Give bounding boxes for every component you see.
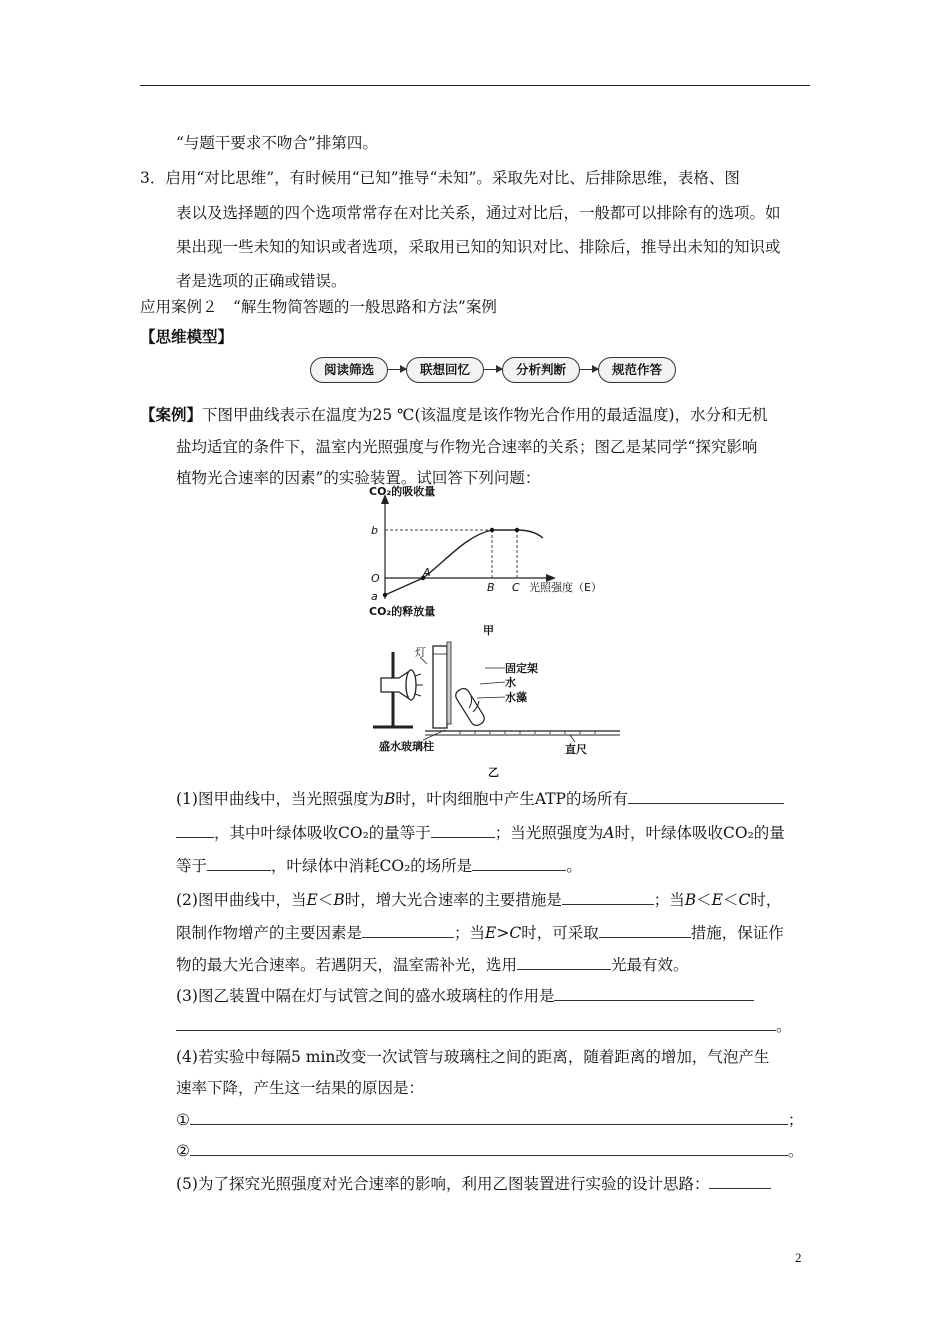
q4-line-3: ① ； [176, 1111, 804, 1129]
label-stand: 固定架 [505, 662, 538, 675]
point-a [383, 593, 387, 597]
q4-line-1: (4)若实验中每隔5 min改变一次试管与玻璃柱之间的距离，随着距离的增加，气泡产生 [176, 1048, 770, 1066]
q1-line-3: 等于 ，叶绿体中消耗CO₂的场所是 。 [176, 857, 582, 875]
label-O: O [371, 572, 380, 585]
water-column-side [447, 642, 451, 724]
figure-yi-apparatus [365, 642, 630, 780]
text-line-4: 果出现一些未知的知识或者选项，采取用已知的知识对比、排除后，推导出未知的知识或 [176, 238, 781, 256]
flow-arrow-icon [580, 369, 598, 370]
answer-blank[interactable] [176, 823, 214, 838]
page-number: 2 [795, 1250, 802, 1265]
label-ruler: 直尺 [565, 743, 587, 756]
q3-line-2: 。 [176, 1016, 792, 1036]
figure-jia-graph [365, 484, 602, 637]
q3-line-1: (3)图乙装置中隔在灯与试管之间的盛水玻璃柱的作用是 [176, 986, 754, 1006]
answer-blank[interactable] [554, 986, 754, 1001]
q2-line-1: (2)图甲曲线中，当E＜B时，增大光合速率的主要措施是 ；当B＜E＜C时， [176, 891, 782, 909]
lamp-rim [406, 670, 416, 700]
answer-blank[interactable] [472, 856, 566, 871]
text-line-1: “与题干要求不吻合”排第四。 [176, 134, 378, 152]
label-water: 水 [505, 676, 516, 689]
flow-arrow-icon [388, 369, 406, 370]
label-B: B [487, 581, 495, 594]
answer-blank[interactable] [190, 1110, 788, 1125]
algae-pointer [477, 697, 505, 698]
label-A: A [423, 566, 431, 579]
answer-blank[interactable] [431, 823, 495, 838]
point-C-top [515, 528, 519, 532]
header-rule [140, 85, 810, 86]
flow-step-2: 联想回忆 [406, 357, 484, 383]
q1-line-2: ，其中叶绿体吸收CO₂的量等于 ；当光照强度为A时，叶绿体吸收CO₂的量 [176, 823, 785, 843]
text-line-5: 者是选项的正确或错误。 [176, 272, 347, 290]
label-column: 盛水玻璃柱 [379, 740, 434, 753]
answer-blank[interactable] [562, 890, 654, 905]
y-top-label: CO₂的吸收量 [369, 485, 436, 498]
case-line-3: 植物光合速率的因素”的实验装置。试回答下列问题： [176, 469, 541, 487]
answer-blank[interactable] [599, 923, 691, 938]
q4-line-2: 速率下降，产生这一结果的原因是： [176, 1079, 425, 1097]
answer-blank[interactable] [207, 856, 271, 871]
x-label: 光照强度（E） [529, 581, 602, 594]
answer-blank[interactable] [628, 789, 784, 804]
q2-line-2: 限制作物增产的主要因素是 ；当E>C时，可采取 措施，保证作 [176, 924, 784, 942]
light-rays-icon [415, 674, 423, 696]
ruler-pointer [570, 735, 575, 742]
answer-blank[interactable] [517, 955, 611, 970]
case-line-2: 盐均适宜的条件下，温室内光照强度与作物光合速率的关系；图乙是某同学“探究影响 [176, 438, 758, 456]
flow-step-3: 分析判断 [502, 357, 580, 383]
case-title: 应用案例２ “解生物简答题的一般思路和方法”案例 [140, 298, 497, 316]
y-bottom-label: CO₂的释放量 [369, 605, 436, 618]
q4-line-4: ② 。 [176, 1142, 804, 1160]
answer-blank[interactable] [190, 1141, 788, 1156]
text-line-3: 表以及选择题的四个选项常常存在对比关系，通过对比后，一般都可以排除有的选项。如 [176, 204, 781, 222]
flow-step-1: 阅读筛选 [310, 357, 388, 383]
text-line-2: 3．启用“对比思维”，有时候用“已知”推导“未知”。采取先对比、后排除思维，表格、图 [140, 169, 740, 187]
q1-line-1: (1)图甲曲线中，当光照强度为B时，叶肉细胞中产生ATP的场所有 [176, 789, 784, 809]
point-B-top [490, 528, 494, 532]
flow-arrow-icon [484, 369, 502, 370]
thinking-model-flow [300, 353, 690, 385]
caption-yi: 乙 [488, 766, 499, 779]
q2-line-3: 物的最大光合速率。若遇阴天，温室需补光，选用 光最有效。 [176, 956, 689, 974]
label-algae: 水藻 [505, 691, 527, 704]
answer-blank[interactable] [362, 923, 454, 938]
answer-blank[interactable] [709, 1174, 771, 1189]
label-b: b [371, 524, 378, 537]
model-label: 【思维模型】 [140, 327, 234, 346]
case-line-1: 下图甲曲线表示在温度为25 ℃(该温度是该作物光合作用的最适温度)，水分和无机 [202, 406, 768, 424]
case-label: 【案例】 [140, 405, 203, 424]
answer-blank[interactable] [176, 1016, 776, 1031]
label-C: C [512, 581, 520, 594]
label-a: a [371, 590, 378, 603]
water-pointer [480, 682, 505, 684]
flow-step-4: 规范作答 [598, 357, 676, 383]
q5-line-1: (5)为了探究光照强度对光合速率的影响，利用乙图装置进行实验的设计思路： [176, 1174, 771, 1194]
label-lamp: 灯 [415, 646, 426, 659]
caption-jia: 甲 [483, 624, 494, 637]
water-column [433, 646, 447, 728]
